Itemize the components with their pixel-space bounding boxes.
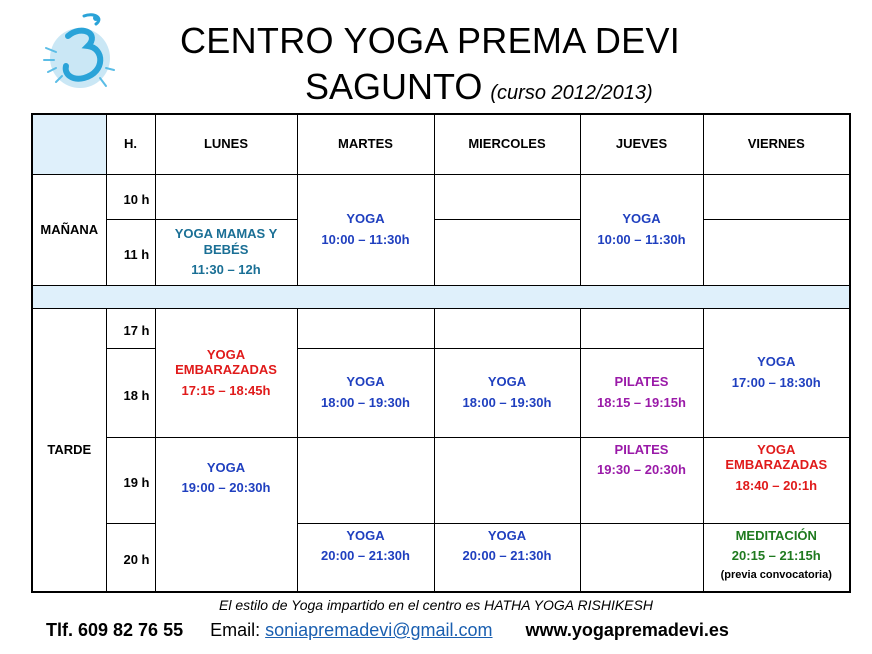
class-time: 19:00 – 20:30h [181,480,271,496]
empty-cell [434,219,580,285]
header-corner-cell [32,114,106,174]
class-name: YOGA [346,374,385,390]
hour-19: 19 h [106,437,155,523]
email-link[interactable]: soniapremadevi@gmail.com [265,620,493,640]
class-jueves-pilates-19 [580,437,703,523]
email-label: Email: [210,620,261,640]
class-name: PILATES [614,441,669,457]
class-name: YOGA [346,211,385,227]
class-name: YOGA [622,211,661,227]
class-name: YOGA MAMAS Y BEBÉS [174,226,278,257]
period-separator [32,285,850,308]
city-name: SAGUNTO [305,66,483,107]
class-name-1: YOGA [757,441,796,457]
empty-cell [703,174,850,219]
class-miercoles-yoga-18 [434,348,580,437]
class-time: 17:15 – 18:45h [181,382,271,398]
class-time: 18:40 – 20:1h [735,477,818,493]
page-title: CENTRO YOGA PREMA DEVI [180,20,681,61]
class-name-2: EMBARAZADAS [175,362,277,378]
class-time: 20:00 – 21:30h [321,548,410,564]
empty-cell [297,437,434,523]
class-name-1: YOGA [206,346,246,362]
class-time: 17:00 – 18:30h [731,375,821,390]
empty-cell [434,174,580,219]
header-day-viernes: VIERNES [703,114,850,174]
hour-17: 17 h [106,308,155,348]
period-morning: MAÑANA [32,174,106,285]
period-afternoon: TARDE [32,308,106,592]
class-time: 10:00 – 11:30h [321,232,410,247]
class-name: YOGA [206,459,246,475]
header-day-lunes: LUNES [155,114,297,174]
class-name: PILATES [614,374,669,390]
class-time: 20:15 – 21:15h [731,548,821,564]
class-time: 20:00 – 21:30h [462,548,552,564]
hour-10: 10 h [106,174,155,219]
class-lunes-mamas-bebes [155,219,297,285]
empty-cell [297,308,434,348]
class-martes-yoga-20 [297,523,434,592]
course-year: (curso 2012/2013) [490,82,653,104]
class-time: 10:00 – 11:30h [597,232,686,247]
class-lunes-yoga-19 [155,437,297,592]
phone-number: Tlf. 609 82 76 55 [46,620,184,640]
class-time: 18:15 – 19:15h [597,395,686,410]
class-viernes-yoga-pm [703,308,850,437]
header-day-martes: MARTES [297,114,434,174]
class-name: MEDITACIÓN [735,527,817,543]
hour-11: 11 h [106,219,155,285]
header-day-jueves: JUEVES [580,114,703,174]
class-name-2: EMBARAZADAS [725,457,828,473]
website-link[interactable]: www.yogapremadevi.es [525,620,729,640]
empty-cell [703,219,850,285]
class-time: 18:00 – 19:30h [462,395,552,410]
class-miercoles-yoga-20 [434,523,580,592]
class-time: 19:30 – 20:30h [597,462,686,478]
class-time: 11:30 – 12h [191,262,261,278]
class-jueves-yoga-am [580,174,703,285]
style-note: El estilo de Yoga impartido en el centro es HATHA YOGA RISHIKESH [219,597,653,613]
header-day-miercoles: MIERCOLES [434,114,580,174]
hour-20: 20 h [106,523,155,592]
class-time: 18:00 – 19:30h [321,395,410,410]
page-subtitle [305,66,653,108]
om-symbol-logo [34,8,126,96]
class-martes-yoga-am [297,174,434,285]
hour-18: 18 h [106,348,155,437]
class-name: YOGA [487,527,527,543]
contact-footer [46,620,729,641]
class-name: YOGA [346,527,385,543]
class-viernes-meditacion [703,523,850,592]
empty-cell [580,308,703,348]
class-martes-yoga-18 [297,348,434,437]
class-name: YOGA [487,374,527,390]
class-viernes-embarazadas [703,437,850,523]
class-lunes-embarazadas [155,308,297,437]
class-name: YOGA [757,354,796,370]
empty-cell [434,437,580,523]
class-note: (previa convocatoria) [720,568,832,581]
empty-cell [580,523,703,592]
header-hour: H. [106,114,155,174]
schedule-table [31,113,851,593]
empty-cell [155,174,297,219]
class-jueves-pilates-18 [580,348,703,437]
empty-cell [434,308,580,348]
